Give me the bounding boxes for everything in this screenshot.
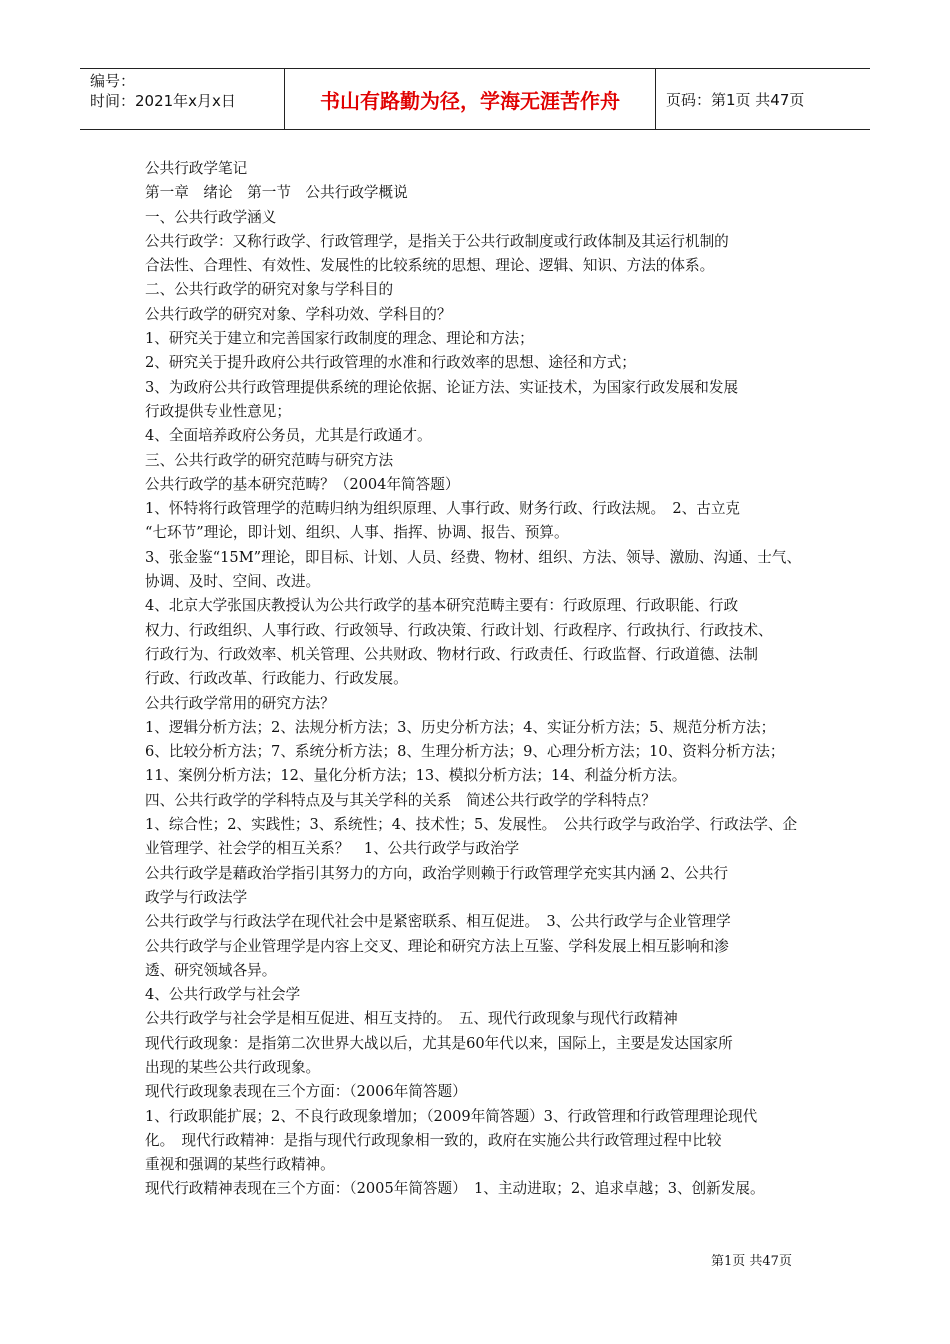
header-motto: 书山有路勤为径，学海无涯苦作舟 — [320, 89, 620, 113]
body-line: 化。 现代行政精神：是指与现代行政现象相一致的，政府在实施公共行政管理过程中比较 — [145, 1131, 722, 1149]
body-line: 公共行政学：又称行政学、行政管理学，是指关于公共行政制度或行政体制及其运行机制的 — [145, 232, 729, 250]
body-line: 重视和强调的某些行政精神。 — [145, 1156, 335, 1174]
header-meta — [90, 71, 286, 111]
body-line: 三、公共行政学的研究范畴与研究方法 — [145, 451, 394, 469]
body-line: 行政行为、行政效率、机关管理、公共财政、物材行政、行政责任、行政监督、行政道德、法制 — [145, 645, 758, 663]
body-line: 3、为政府公共行政管理提供系统的理论依据、论证方法、实证技术，为国家行政发展和发展 — [145, 378, 739, 396]
document-body — [145, 157, 810, 1202]
body-line: 权力、行政组织、人事行政、行政领导、行政决策、行政计划、行政程序、行政执行、行政技术、 — [145, 621, 773, 639]
body-line: 第一章 绪论 第一节 公共行政学概说 — [145, 184, 408, 202]
body-line: 四、公共行政学的学科特点及与其关学科的关系 简述公共行政学的学科特点？ — [145, 791, 656, 809]
body-line: 1、研究关于建立和完善国家行政制度的理念、理论和方法； — [145, 330, 534, 348]
body-line: 出现的某些公共行政现象。 — [145, 1058, 321, 1076]
body-line: 透、研究领域各异。 — [145, 961, 277, 979]
body-line: 公共行政学是藉政治学指引其努力的方向，政治学则赖于行政管理学充实其内涵 2、公共行 — [145, 864, 729, 882]
body-line: 1、逻辑分析方法；2、法规分析方法；3、历史分析方法；4、实证分析方法；5、规范分析方法； — [145, 718, 776, 736]
body-line: 6、比较分析方法；7、系统分析方法；8、生理分析方法；9、心理分析方法；10、资料分析方法； — [145, 743, 785, 761]
body-line: 公共行政学与社会学是相互促进、相互支持的。 五、现代行政现象与现代行政精神 — [145, 1010, 678, 1028]
body-line: 公共行政学的研究对象、学科功效、学科目的？ — [145, 305, 452, 323]
body-line: 4、公共行政学与社会学 — [145, 986, 301, 1004]
body-line: 现代行政现象：是指第二次世界大战以后，尤其是60年代以来，国际上，主要是发达国家所 — [145, 1034, 733, 1052]
body-line: 政学与行政法学 — [145, 888, 248, 906]
body-line: 1、行政职能扩展；2、不良行政现象增加；（2009年简答题）3、行政管理和行政管理理论现代 — [145, 1107, 758, 1125]
body-line: 行政提供专业性意见； — [145, 402, 291, 420]
document-number-label: 编号： — [90, 72, 136, 90]
body-line: 业管理学、社会学的相互关系？ 1、公共行政学与政治学 — [145, 840, 520, 858]
body-line: 4、全面培养政府公务员，尤其是行政通才。 — [145, 427, 432, 445]
body-line: 公共行政学与企业管理学是内容上交叉、理论和研究方法上互鉴、学科发展上相互影响和渗 — [145, 937, 729, 955]
document-date-label: 时间：2021年x月x日 — [90, 92, 236, 110]
body-line: 公共行政学常用的研究方法？ — [145, 694, 335, 712]
body-line: 二、公共行政学的研究对象与学科目的 — [145, 281, 394, 299]
page-header — [80, 68, 870, 130]
body-line: 一、公共行政学涵义 — [145, 208, 277, 226]
body-line: 3、张金鉴“15M”理论，即目标、计划、人员、经费、物材、组织、方法、领导、激励、沟通、士气、 — [145, 548, 802, 566]
body-line: 4、北京大学张国庆教授认为公共行政学的基本研究范畴主要有：行政原理、行政职能、行政 — [145, 597, 739, 615]
body-line: 公共行政学的基本研究范畴？（2004年简答题） — [145, 475, 460, 493]
body-line: 11、案例分析方法；12、量化分析方法；13、模拟分析方法；14、利益分析方法。 — [145, 767, 687, 785]
body-line: 合法性、合理性、有效性、发展性的比较系统的思想、理论、逻辑、知识、方法的体系。 — [145, 257, 715, 275]
body-line: 现代行政精神表现在三个方面：（2005年简答题） 1、主动进取；2、追求卓越；3、创新发展。 — [145, 1180, 765, 1198]
body-line: 2、研究关于提升政府公共行政管理的水准和行政效率的思想、途径和方式； — [145, 354, 636, 372]
body-line: 现代行政现象表现在三个方面：（2006年简答题） — [145, 1083, 467, 1101]
body-line: 1、综合性；2、实践性；3、系统性；4、技术性；5、发展性。 公共行政学与政治学、行政法学、企 — [145, 816, 798, 834]
footer-page-number: 第1页 共47页 — [711, 1254, 792, 1269]
body-line: 协调、及时、空间、改进。 — [145, 573, 321, 591]
body-line: 公共行政学笔记 — [145, 160, 248, 177]
body-line: 公共行政学与行政法学在现代社会中是紧密联系、相互促进。 3、公共行政学与企业管理学 — [145, 913, 731, 931]
body-line: “七环节”理论，即计划、组织、人事、指挥、协调、报告、预算。 — [145, 524, 569, 542]
header-page-number: 页码：第1页 共47页 — [666, 91, 805, 109]
header-motto-cell — [284, 69, 656, 129]
body-line: 行政、行政改革、行政能力、行政发展。 — [145, 670, 408, 688]
body-line: 1、怀特将行政管理学的范畴归纳为组织原理、人事行政、财务行政、行政法规。 2、古立克 — [145, 500, 741, 518]
